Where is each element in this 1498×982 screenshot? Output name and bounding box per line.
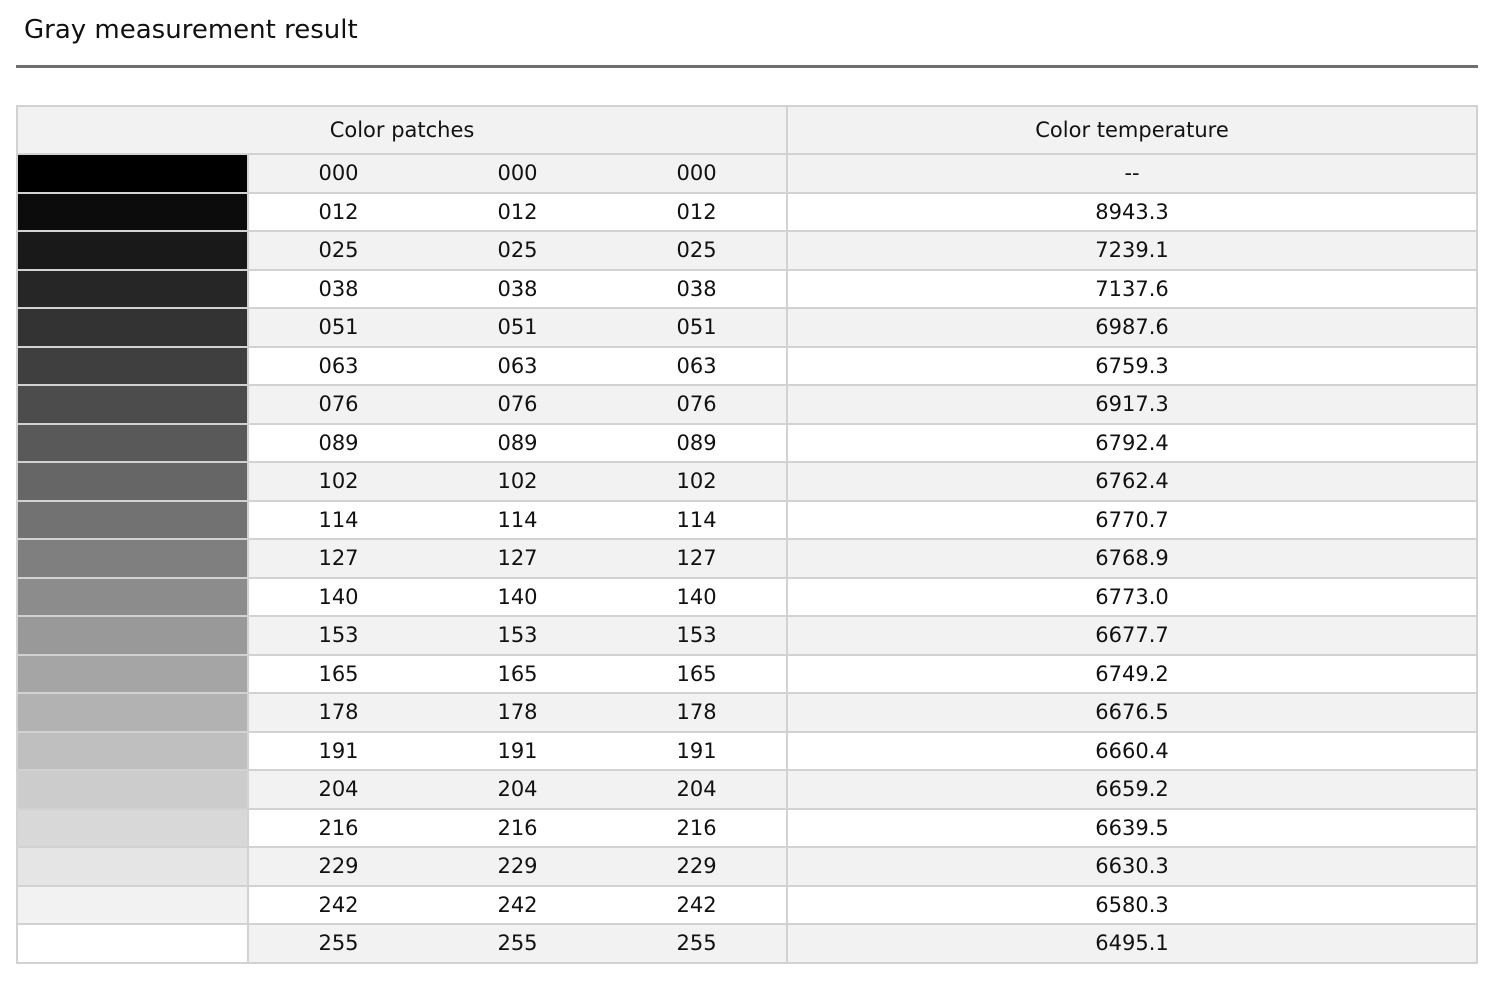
color-temperature-cell: 6676.5	[787, 693, 1477, 732]
green-value-cell: 114	[428, 501, 607, 540]
red-value-cell: 102	[248, 462, 428, 501]
color-temperature-cell: 6677.7	[787, 616, 1477, 655]
color-temperature-cell: 6762.4	[787, 462, 1477, 501]
header-color-patches: Color patches	[17, 106, 787, 154]
green-value-cell: 191	[428, 732, 607, 771]
blue-value-cell: 012	[607, 193, 787, 232]
table-row	[17, 693, 1477, 732]
red-value-cell: 204	[248, 770, 428, 809]
red-value-cell: 051	[248, 308, 428, 347]
blue-value-cell: 051	[607, 308, 787, 347]
color-temperature-cell: --	[787, 154, 1477, 193]
green-value-cell: 025	[428, 231, 607, 270]
blue-value-cell: 153	[607, 616, 787, 655]
green-value-cell: 165	[428, 655, 607, 694]
color-temperature-cell: 7239.1	[787, 231, 1477, 270]
red-value-cell: 255	[248, 924, 428, 963]
green-value-cell: 229	[428, 847, 607, 886]
color-temperature-cell: 6792.4	[787, 424, 1477, 463]
color-swatch	[17, 193, 248, 232]
color-temperature-cell: 6768.9	[787, 539, 1477, 578]
green-value-cell: 127	[428, 539, 607, 578]
color-temperature-cell: 6917.3	[787, 385, 1477, 424]
blue-value-cell: 255	[607, 924, 787, 963]
blue-value-cell: 114	[607, 501, 787, 540]
table-row	[17, 501, 1477, 540]
blue-value-cell: 165	[607, 655, 787, 694]
color-temperature-cell: 6659.2	[787, 770, 1477, 809]
color-swatch	[17, 847, 248, 886]
color-temperature-cell: 6749.2	[787, 655, 1477, 694]
green-value-cell: 089	[428, 424, 607, 463]
green-value-cell: 255	[428, 924, 607, 963]
table-row	[17, 886, 1477, 925]
red-value-cell: 229	[248, 847, 428, 886]
color-temperature-cell: 8943.3	[787, 193, 1477, 232]
blue-value-cell: 140	[607, 578, 787, 617]
table-row	[17, 308, 1477, 347]
gray-measurement-table	[16, 105, 1478, 964]
red-value-cell: 191	[248, 732, 428, 771]
color-temperature-cell: 6495.1	[787, 924, 1477, 963]
table-row	[17, 424, 1477, 463]
color-swatch	[17, 578, 248, 617]
green-value-cell: 242	[428, 886, 607, 925]
table-row	[17, 847, 1477, 886]
blue-value-cell: 089	[607, 424, 787, 463]
table-row	[17, 385, 1477, 424]
color-temperature-cell: 7137.6	[787, 270, 1477, 309]
table-row	[17, 154, 1477, 193]
blue-value-cell: 178	[607, 693, 787, 732]
red-value-cell: 038	[248, 270, 428, 309]
table-row	[17, 231, 1477, 270]
blue-value-cell: 063	[607, 347, 787, 386]
red-value-cell: 165	[248, 655, 428, 694]
color-swatch	[17, 231, 248, 270]
blue-value-cell: 242	[607, 886, 787, 925]
green-value-cell: 204	[428, 770, 607, 809]
table-row	[17, 924, 1477, 963]
color-swatch	[17, 732, 248, 771]
green-value-cell: 140	[428, 578, 607, 617]
red-value-cell: 140	[248, 578, 428, 617]
table-row	[17, 462, 1477, 501]
red-value-cell: 089	[248, 424, 428, 463]
color-swatch	[17, 308, 248, 347]
red-value-cell: 076	[248, 385, 428, 424]
color-temperature-cell: 6773.0	[787, 578, 1477, 617]
red-value-cell: 242	[248, 886, 428, 925]
blue-value-cell: 102	[607, 462, 787, 501]
blue-value-cell: 076	[607, 385, 787, 424]
color-swatch	[17, 886, 248, 925]
blue-value-cell: 229	[607, 847, 787, 886]
green-value-cell: 102	[428, 462, 607, 501]
color-temperature-cell: 6580.3	[787, 886, 1477, 925]
red-value-cell: 178	[248, 693, 428, 732]
green-value-cell: 178	[428, 693, 607, 732]
green-value-cell: 076	[428, 385, 607, 424]
table-row	[17, 616, 1477, 655]
blue-value-cell: 127	[607, 539, 787, 578]
table-row	[17, 809, 1477, 848]
table-row	[17, 655, 1477, 694]
green-value-cell: 012	[428, 193, 607, 232]
page-title: Gray measurement result	[24, 15, 358, 45]
color-swatch	[17, 693, 248, 732]
blue-value-cell: 025	[607, 231, 787, 270]
blue-value-cell: 191	[607, 732, 787, 771]
green-value-cell: 153	[428, 616, 607, 655]
color-swatch	[17, 539, 248, 578]
table-row	[17, 578, 1477, 617]
color-temperature-cell: 6987.6	[787, 308, 1477, 347]
red-value-cell: 216	[248, 809, 428, 848]
red-value-cell: 012	[248, 193, 428, 232]
color-swatch	[17, 655, 248, 694]
color-swatch	[17, 270, 248, 309]
table-header-row	[17, 106, 1477, 154]
red-value-cell: 025	[248, 231, 428, 270]
red-value-cell: 127	[248, 539, 428, 578]
red-value-cell: 000	[248, 154, 428, 193]
color-temperature-cell: 6770.7	[787, 501, 1477, 540]
red-value-cell: 063	[248, 347, 428, 386]
table-row	[17, 539, 1477, 578]
color-swatch	[17, 424, 248, 463]
table-row	[17, 347, 1477, 386]
blue-value-cell: 204	[607, 770, 787, 809]
color-swatch	[17, 462, 248, 501]
color-temperature-cell: 6660.4	[787, 732, 1477, 771]
table-row	[17, 193, 1477, 232]
table-body	[17, 154, 1477, 963]
table-row	[17, 770, 1477, 809]
color-temperature-cell: 6639.5	[787, 809, 1477, 848]
table-row	[17, 732, 1477, 771]
blue-value-cell: 000	[607, 154, 787, 193]
blue-value-cell: 216	[607, 809, 787, 848]
color-swatch	[17, 616, 248, 655]
color-swatch	[17, 809, 248, 848]
green-value-cell: 216	[428, 809, 607, 848]
color-swatch	[17, 924, 248, 963]
header-color-temperature: Color temperature	[787, 106, 1477, 154]
color-swatch	[17, 385, 248, 424]
color-swatch	[17, 347, 248, 386]
green-value-cell: 063	[428, 347, 607, 386]
color-temperature-cell: 6630.3	[787, 847, 1477, 886]
color-swatch	[17, 770, 248, 809]
color-swatch	[17, 154, 248, 193]
color-swatch	[17, 501, 248, 540]
blue-value-cell: 038	[607, 270, 787, 309]
color-temperature-cell: 6759.3	[787, 347, 1477, 386]
green-value-cell: 051	[428, 308, 607, 347]
title-divider	[16, 65, 1478, 68]
red-value-cell: 114	[248, 501, 428, 540]
green-value-cell: 038	[428, 270, 607, 309]
green-value-cell: 000	[428, 154, 607, 193]
table-row	[17, 270, 1477, 309]
red-value-cell: 153	[248, 616, 428, 655]
